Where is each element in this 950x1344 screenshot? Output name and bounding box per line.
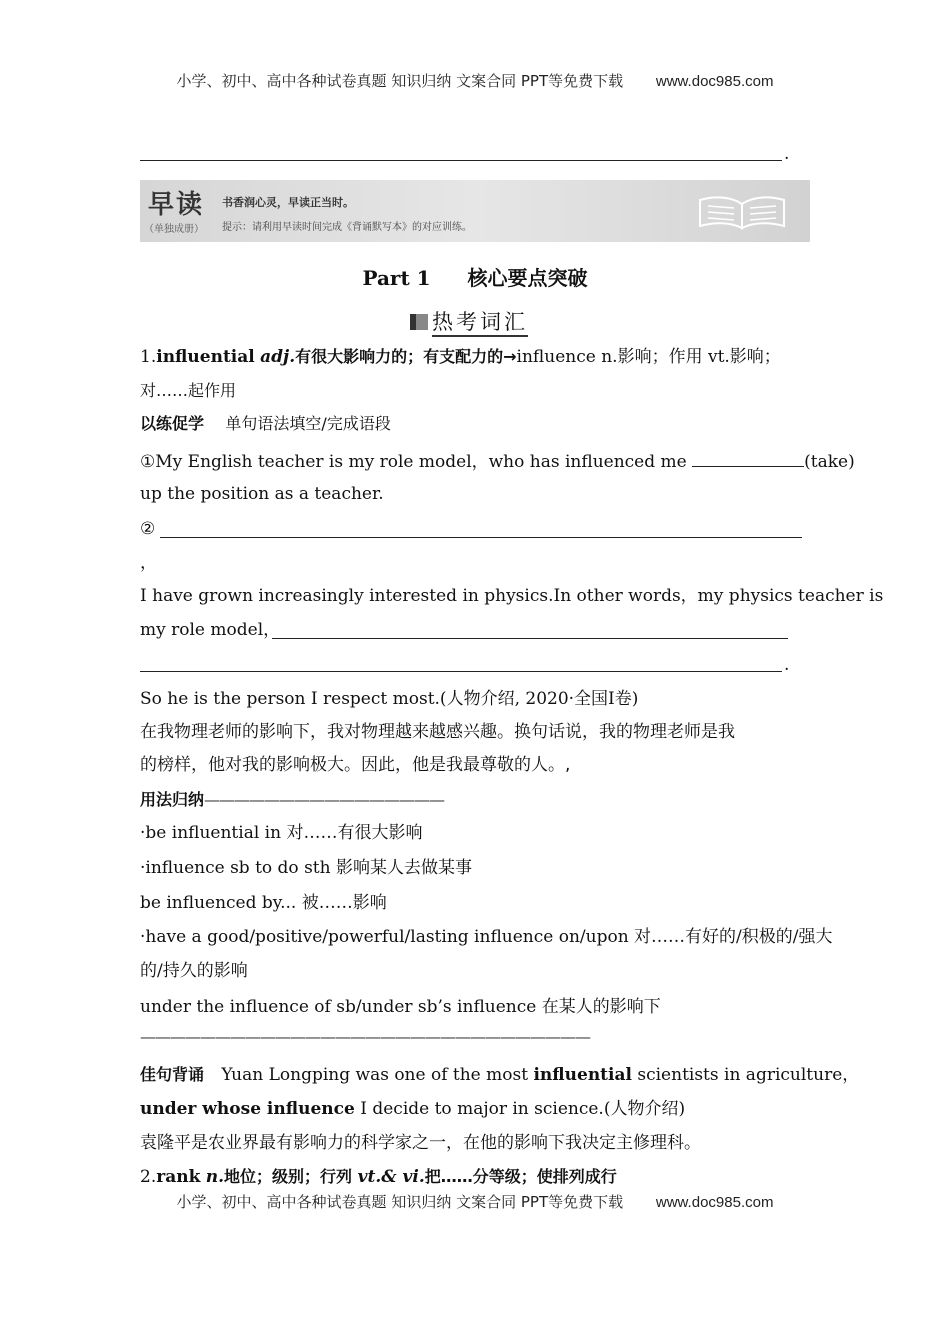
question-1-blank[interactable] bbox=[692, 450, 804, 467]
question-1-cont: up the position as a teacher. bbox=[140, 484, 384, 504]
item-1-rest: influence n.影响；作用 vt.影响； bbox=[516, 347, 781, 367]
usage-1: ·be influential in 对……有很大影响 bbox=[140, 823, 423, 843]
top-answer-line bbox=[140, 160, 782, 161]
item-2-heading bbox=[140, 1166, 617, 1188]
question-2-comma: ， bbox=[140, 553, 157, 573]
item-2-def: 地位；级别；行列 bbox=[224, 1167, 358, 1186]
question-2-blank-1[interactable] bbox=[160, 537, 802, 538]
good-sentence-e: I decide to major in science.(人物介绍) bbox=[354, 1099, 686, 1119]
top-answer-period: . bbox=[784, 144, 790, 164]
item-2-pos2: vt.& vi. bbox=[357, 1167, 425, 1187]
item-1-heading bbox=[140, 346, 781, 368]
question-2-source: So he is the person I respect most.(人物介绍, 2020·全国Ⅰ卷) bbox=[140, 689, 639, 709]
part-heading bbox=[0, 262, 950, 291]
reading-banner bbox=[140, 180, 810, 242]
usage-dash: ———————————————— bbox=[204, 790, 445, 809]
item-1-def: 有很大影响力的；有支配力的→ bbox=[295, 347, 517, 366]
good-sentence-label: 佳句背诵 bbox=[140, 1065, 205, 1084]
banner-subtitle: （单独成册） bbox=[144, 224, 204, 235]
part-title: 核心要点突破 bbox=[467, 266, 588, 290]
part-number: Part 1 bbox=[362, 266, 431, 290]
item-2-pos: n. bbox=[205, 1167, 225, 1187]
question-2-text2-label: my role model， bbox=[140, 620, 281, 640]
good-sentence-b: influential bbox=[533, 1065, 632, 1085]
item-1-pos: adj. bbox=[260, 347, 296, 367]
good-sentence-translation: 袁隆平是农业界最有影响力的科学家之一，在他的影响下我决定主修理科。 bbox=[140, 1133, 701, 1153]
item-1-continuation: 对……起作用 bbox=[140, 381, 237, 400]
usage-5: under the influence of sb/under sb’s influence 在某人的影响下 bbox=[140, 997, 661, 1017]
footer-site: www.doc985.com bbox=[655, 1194, 774, 1211]
good-sentence-2 bbox=[140, 1098, 685, 1120]
header-site: www.doc985.com bbox=[655, 73, 774, 90]
usage-end-dash: —————————————————————————————— bbox=[140, 1027, 590, 1046]
usage-4: ·have a good/positive/powerful/lasting influence on/upon 对……有好的/积极的/强大 bbox=[140, 927, 833, 947]
question-2-period: . bbox=[784, 655, 790, 675]
item-2-number: 2. bbox=[140, 1167, 157, 1187]
question-2-text2 bbox=[140, 619, 280, 641]
practice-label: 以练促学 bbox=[140, 414, 205, 433]
question-2-mark: ② bbox=[140, 519, 156, 539]
section-title-text: 热考词汇 bbox=[432, 310, 528, 337]
question-2-text: I have grown increasingly interested in physics.In other words，my physics teacher is bbox=[140, 586, 884, 606]
item-1-number: 1. bbox=[140, 347, 157, 367]
banner-title: 早读 bbox=[148, 190, 205, 220]
translation-line-1: 在我物理老师的影响下，我对物理越来越感兴趣。换句话说，我的物理老师是我 bbox=[140, 722, 735, 742]
good-sentence bbox=[140, 1064, 859, 1086]
banner-slogan: 书香润心灵，早读正当时。 bbox=[222, 196, 354, 209]
question-1 bbox=[140, 450, 855, 473]
usage-2: ·influence sb to do sth 影响某人去做某事 bbox=[140, 858, 472, 878]
good-sentence-c: scientists in agriculture， bbox=[631, 1065, 860, 1085]
section-title bbox=[410, 306, 528, 336]
item-1-word: influential bbox=[156, 347, 255, 367]
header-text: 小学、初中、高中各种试卷真题 知识归纳 文案合同 PPT等免费下载 bbox=[176, 72, 624, 90]
good-sentence-a: Yuan Longping was one of the most bbox=[221, 1065, 534, 1085]
page-header bbox=[0, 70, 950, 91]
footer-text: 小学、初中、高中各种试卷真题 知识归纳 文案合同 PPT等免费下载 bbox=[176, 1193, 624, 1211]
practice-heading bbox=[140, 413, 391, 435]
good-sentence-d: under whose influence bbox=[140, 1099, 355, 1119]
question-2-blank-3[interactable] bbox=[140, 671, 782, 672]
usage-4-cont: 的/持久的影响 bbox=[140, 961, 248, 981]
question-2-blank-2[interactable] bbox=[272, 638, 788, 639]
usage-label: 用法归纳 bbox=[140, 790, 205, 809]
question-1-hint: (take) bbox=[804, 452, 855, 472]
translation-line-2: 的榜样，他对我的影响极大。因此，他是我最尊敬的人。, bbox=[140, 755, 571, 775]
usage-3: be influenced by... 被……影响 bbox=[140, 893, 387, 913]
question-1-text: ①My English teacher is my role model，who has influenced me bbox=[140, 452, 687, 472]
section-marker-icon bbox=[410, 314, 428, 330]
page-footer bbox=[0, 1191, 950, 1212]
open-book-icon bbox=[696, 192, 788, 232]
item-2-def2: 把……分等级；使排列成行 bbox=[424, 1167, 617, 1186]
practice-type: 单句语法填空/完成语段 bbox=[225, 414, 391, 433]
usage-heading bbox=[140, 789, 444, 811]
banner-tip: 提示：请利用早读时间完成《背诵默写本》的对应训练。 bbox=[222, 222, 472, 233]
item-2-word: rank bbox=[156, 1167, 201, 1187]
